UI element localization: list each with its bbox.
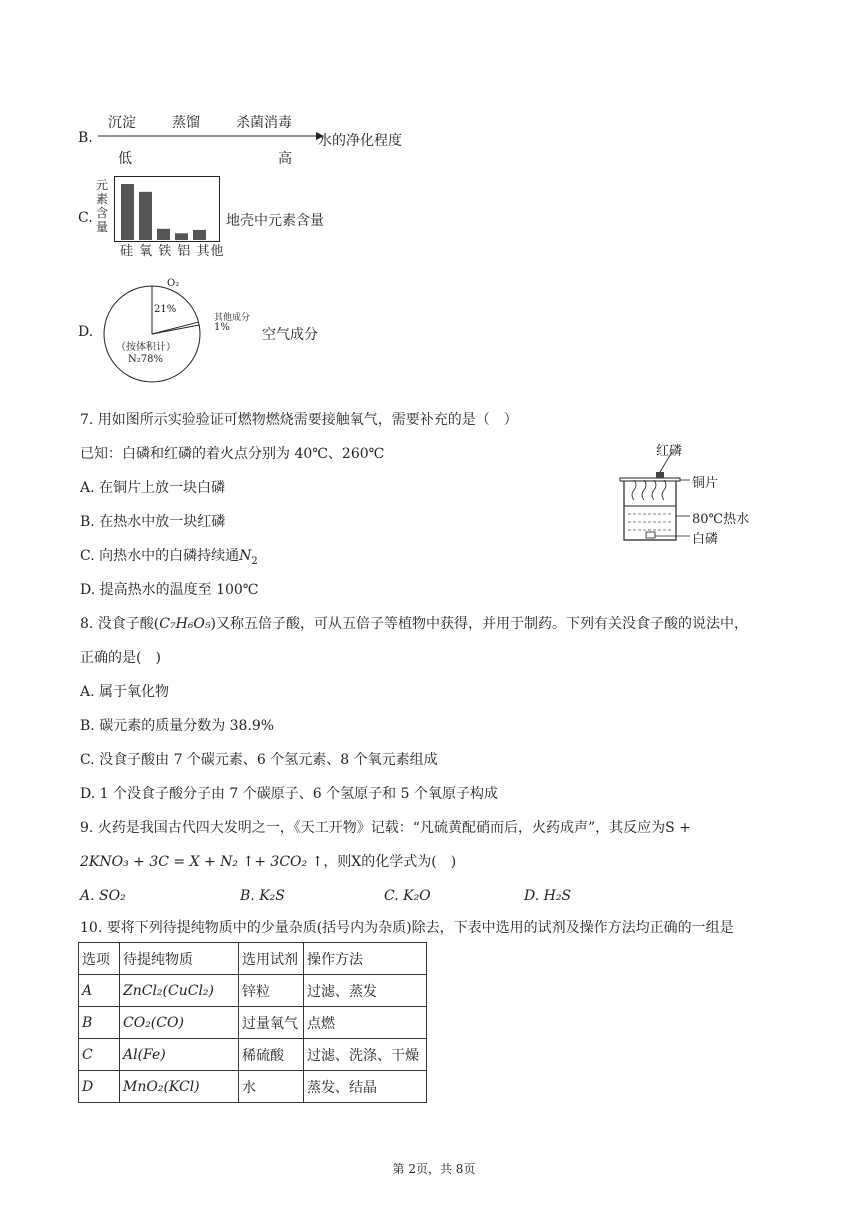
option-c xyxy=(78,176,378,260)
table-cell: 过滤、蒸发 xyxy=(304,975,427,1007)
header-cell: 操作方法 xyxy=(304,943,427,975)
n2-label: N₂78% xyxy=(128,354,163,365)
option-c-label: C. xyxy=(78,210,93,226)
header-cell: 选用试剂 xyxy=(239,943,304,975)
q7-option-d: D. 提高热水的温度至 100℃ xyxy=(80,582,259,598)
q9-option-a: A. SO₂ xyxy=(80,888,126,904)
table-header-row xyxy=(79,943,427,975)
bar-3 xyxy=(175,233,188,240)
table-row xyxy=(79,975,427,1007)
arrow-icon xyxy=(98,130,324,142)
q8-option-b: B. 碳元素的质量分数为 38.9% xyxy=(80,718,275,734)
table-cell: 点燃 xyxy=(304,1007,427,1039)
table-cell: 过量氧气 xyxy=(239,1007,304,1039)
option-b-label: B. xyxy=(78,130,93,146)
hot-water-label: 80℃热水 xyxy=(692,512,750,527)
table-cell: ZnCl₂(CuCl₂) xyxy=(120,975,239,1007)
q9-option-c: C. K₂O xyxy=(384,888,431,904)
table-cell: B xyxy=(79,1007,120,1039)
table-cell: 蒸发、结晶 xyxy=(304,1071,427,1103)
q7-stem: 7. 用如图所示实验验证可燃物燃烧需要接触氧气，需要补充的是（ ） xyxy=(80,412,518,428)
header-cell: 选项 xyxy=(79,943,120,975)
high-label: 高 xyxy=(278,151,292,167)
o2-value: 21% xyxy=(154,304,177,315)
table-cell: 过滤、洗涤、干燥 xyxy=(304,1039,427,1071)
low-label: 低 xyxy=(118,151,132,167)
table-cell: 锌粒 xyxy=(239,975,304,1007)
volume-note: （按体积计） xyxy=(116,342,176,353)
table-cell: A xyxy=(79,975,120,1007)
q10-stem: 10. 要将下列待提纯物质中的少量杂质(括号内为杂质)除去，下表中选用的试剂及操作方法均正确的一组是 xyxy=(80,920,734,936)
purification-table xyxy=(78,942,427,1103)
table-cell: 稀硫酸 xyxy=(239,1039,304,1071)
q8-option-d: D. 1 个没食子酸分子由 7 个碳原子、6 个氢原子和 5 个氧原子构成 xyxy=(80,786,498,802)
step-2: 蒸馏 xyxy=(172,115,200,131)
step-1: 沉淀 xyxy=(108,115,136,131)
axis-label: 水的净化程度 xyxy=(318,133,402,149)
table-row xyxy=(79,1007,427,1039)
q7-known: 已知：白磷和红磷的着火点分别为 40℃、260℃ xyxy=(80,446,385,462)
other-label: 其他成分 xyxy=(214,313,251,323)
bar-4 xyxy=(193,230,206,240)
step-3: 杀菌消毒 xyxy=(236,115,292,131)
o2-label: O₂ xyxy=(167,278,180,289)
red-phosphorus-label: 红磷 xyxy=(656,444,683,459)
bar-2 xyxy=(157,229,170,240)
air-composition-pie-chart xyxy=(94,282,224,386)
element-content-bar-chart xyxy=(114,176,220,242)
bar-1 xyxy=(139,192,152,240)
q7-option-a: A. 在铜片上放一块白磷 xyxy=(80,480,226,496)
header-cell: 待提纯物质 xyxy=(120,943,239,975)
table-row xyxy=(79,1039,427,1071)
q9-stem-line2: 2KNO₃ + 3C = X + N₂ ↑+ 3CO₂ ↑，则X的化学式为( ) xyxy=(80,854,457,870)
q7-option-c: C. 向热水中的白磷持续通$N_2$ xyxy=(80,548,258,567)
q8-stem-line2: 正确的是( ) xyxy=(80,650,161,666)
bar-0 xyxy=(121,184,134,240)
combustion-apparatus-figure xyxy=(612,440,772,550)
table-cell: C xyxy=(79,1039,120,1071)
white-phosphorus-label: 白磷 xyxy=(692,532,719,547)
table-cell: D xyxy=(79,1071,120,1103)
table-cell: 水 xyxy=(239,1071,304,1103)
option-c-caption: 地壳中元素含量 xyxy=(226,213,324,229)
y-axis-label: 元 素 含 量 xyxy=(96,178,109,234)
table-row xyxy=(79,1071,427,1103)
x-categories: 硅 氧 铁 铝 其他 xyxy=(120,244,225,259)
table-cell: MnO₂(KCl) xyxy=(120,1071,239,1103)
option-b xyxy=(78,110,438,170)
option-d xyxy=(78,278,398,392)
table-cell: CO₂(CO) xyxy=(120,1007,239,1039)
other-value: 1% xyxy=(214,322,230,333)
copper-label: 铜片 xyxy=(692,476,719,491)
q8-option-c: C. 没食子酸由 7 个碳元素、6 个氢元素、8 个氧元素组成 xyxy=(80,752,438,768)
q7-option-b: B. 在热水中放一块红磷 xyxy=(80,514,226,530)
q9-option-b: B. K₂S xyxy=(240,888,285,904)
q8-option-a: A. 属于氧化物 xyxy=(80,684,170,700)
q9-option-d: D. H₂S xyxy=(524,888,572,904)
option-d-caption: 空气成分 xyxy=(262,327,318,343)
page-footer: 第 2页，共 8页 xyxy=(392,1162,476,1176)
table-cell: Al(Fe) xyxy=(120,1039,239,1071)
q8-stem: 8. 没食子酸(C₇H₆O₅)又称五倍子酸，可从五倍子等植物中获得，并用于制药。下列有关没食子酸的说法中， xyxy=(80,616,748,632)
option-d-label: D. xyxy=(78,324,94,340)
q9-stem: 9. 火药是我国古代四大发明之一，《天工开物》记载：“凡硫黄配硝而后，火药成声”，其反应为S + xyxy=(80,820,691,836)
